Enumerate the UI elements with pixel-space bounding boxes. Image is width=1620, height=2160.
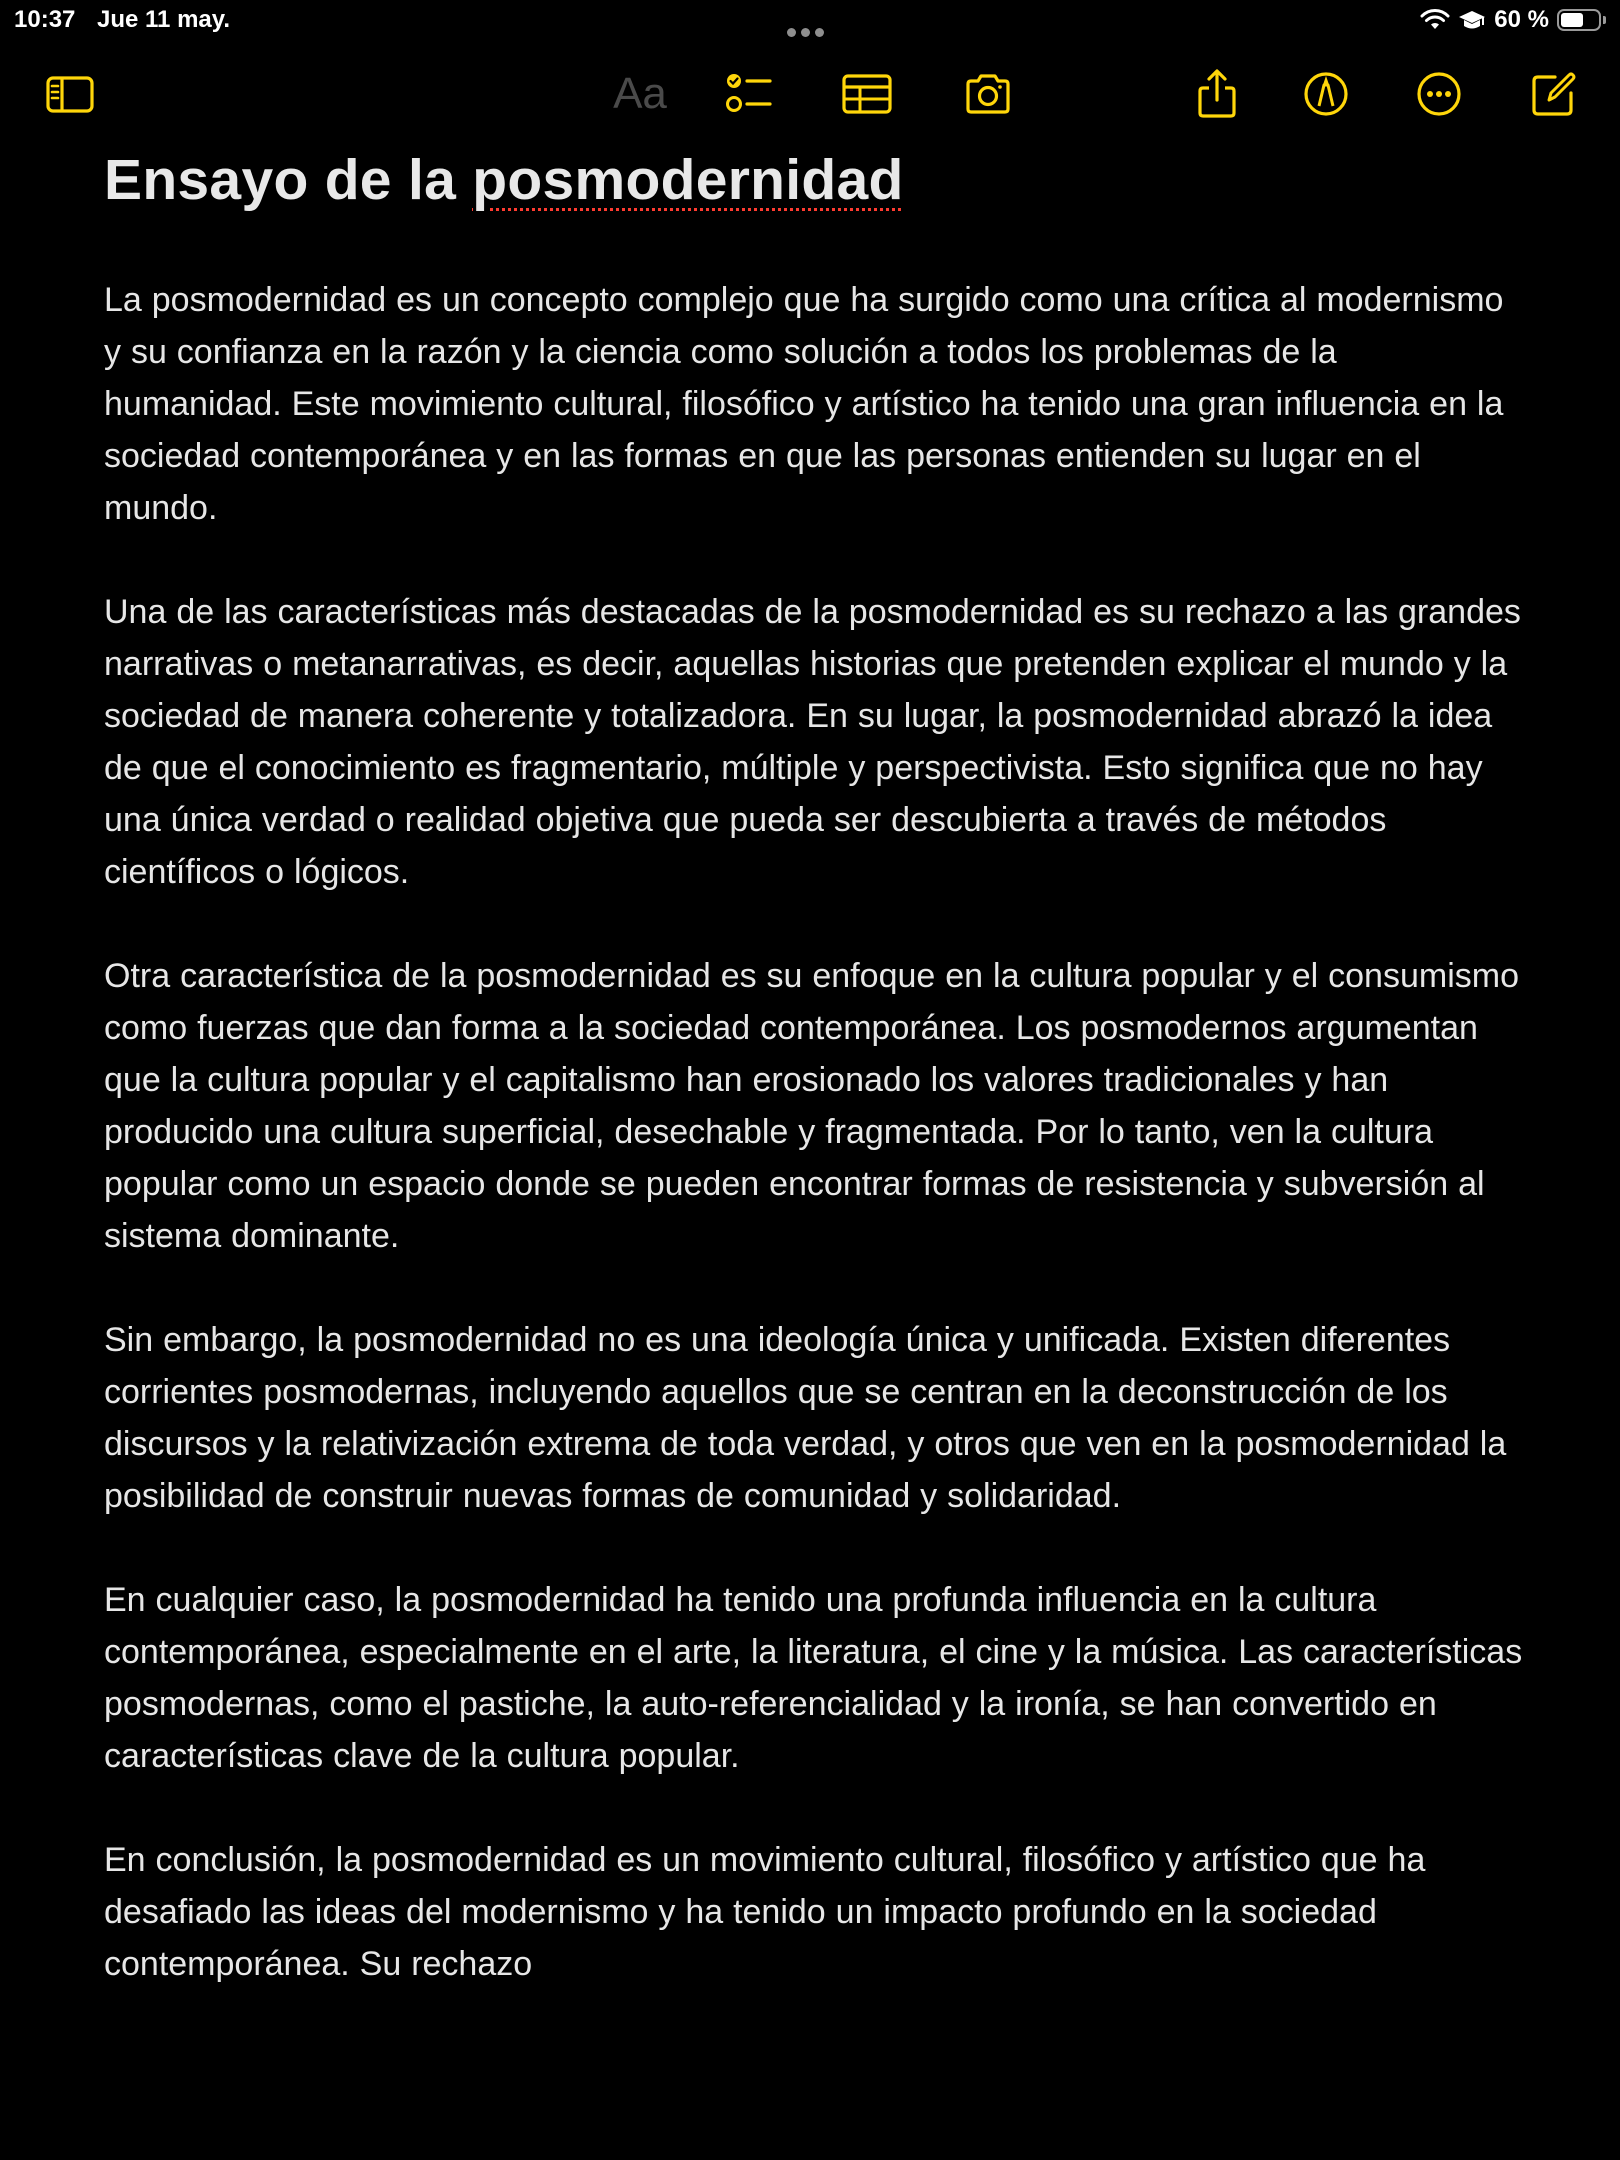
note-title-prefix: Ensayo de la (104, 148, 473, 212)
status-time: 10:37 (14, 6, 76, 33)
notes-toolbar (0, 54, 1620, 130)
table-icon (839, 66, 895, 122)
note-title[interactable] (104, 140, 1524, 220)
battery-tip (1603, 16, 1606, 24)
note-paragraph[interactable]: Sin embargo, la posmodernidad no es una ideología única y unificada. Existen diferentes corrientes posmodernas, incluyendo aquellos que se centran en la deconstrucción de los discursos y la relativización extrema de toda verdad, y otros que ven en la posmodernidad la posibilidad de construir nuevas formas de comunidad y solidaridad. (104, 1321, 1507, 1515)
text-format-button[interactable]: Aa (613, 69, 667, 118)
misspelled-word[interactable]: posmodernidad (472, 148, 904, 212)
status-date: Jue 11 may. (97, 6, 230, 33)
sidebar-icon (42, 66, 98, 122)
status-indicators (1420, 4, 1606, 36)
note-paragraph[interactable]: Otra característica de la posmodernidad es su enfoque en la cultura popular y el consumismo como fuerzas que dan forma a la sociedad contemporánea. Los posmodernos argumentan que la cultura popular y el capitalismo han erosionado los valores tradicionales y han producido una cultura superficial, desechable y fragmentada. Por lo tanto, ven la cultura popular como un espacio donde se pueden encontrar formas de resistencia y subversión al sistema dominante. (104, 957, 1519, 1255)
sidebar-toggle-button[interactable] (40, 64, 100, 124)
note-editor[interactable] (104, 140, 1524, 2042)
note-paragraph[interactable]: Una de las características más destacadas de la posmodernidad es su rechazo a las grandes narrativas o metanarrativas, es decir, aquellas historias que pretenden explicar el mundo y la sociedad de manera coherente y totalizadora. En su lugar, la posmodernidad abrazó la idea de que el conocimiento es fragmentario, múltiple y perspectivista. Esto significa que no hay una única verdad o realidad objetiva que pueda ser descubierta a través de métodos científicos o lógicos. (104, 593, 1521, 891)
checklist-icon (720, 66, 776, 122)
more-options-button[interactable] (1409, 64, 1469, 124)
status-bar (0, 0, 1620, 42)
markup-button[interactable] (1296, 64, 1356, 124)
note-paragraph[interactable]: En conclusión, la posmodernidad es un movimiento cultural, filosófico y artístico que ha desafiado las ideas del modernismo y ha tenido un impacto profundo en la sociedad contemporánea. Su rechazo (104, 1841, 1426, 1983)
camera-button[interactable] (958, 64, 1018, 124)
checklist-button[interactable] (718, 64, 778, 124)
note-paragraph[interactable]: En cualquier caso, la posmodernidad ha tenido una profunda influencia en la cultura contemporánea, especialmente en el arte, la literatura, el cine y la música. Las características posmodernas, como el pastiche, la auto-referencialidad y la ironía, se han convertido en características clave de la cultura popular. (104, 1581, 1523, 1775)
share-icon (1189, 66, 1245, 122)
battery-level-fill (1561, 13, 1583, 27)
camera-icon (960, 66, 1016, 122)
more-icon (1411, 66, 1467, 122)
battery-icon (1557, 9, 1601, 31)
markup-pen-icon (1298, 66, 1354, 122)
note-paragraph[interactable]: La posmodernidad es un concepto complejo que ha surgido como una crítica al modernismo y su confianza en la razón y la ciencia como solución a todos los problemas de la humanidad. Este movimiento cultural, filosófico y artístico ha tenido una gran influencia en la sociedad contemporánea y en las formas en que las personas entienden su lugar en el mundo. (104, 281, 1504, 527)
school-icon (1458, 8, 1486, 32)
multitask-dots-icon[interactable] (787, 16, 833, 26)
wifi-icon (1420, 8, 1450, 32)
battery-percent: 60 % (1494, 6, 1549, 33)
table-button[interactable] (837, 64, 897, 124)
new-note-button[interactable] (1523, 64, 1583, 124)
compose-icon (1525, 66, 1581, 122)
share-button[interactable] (1187, 64, 1247, 124)
